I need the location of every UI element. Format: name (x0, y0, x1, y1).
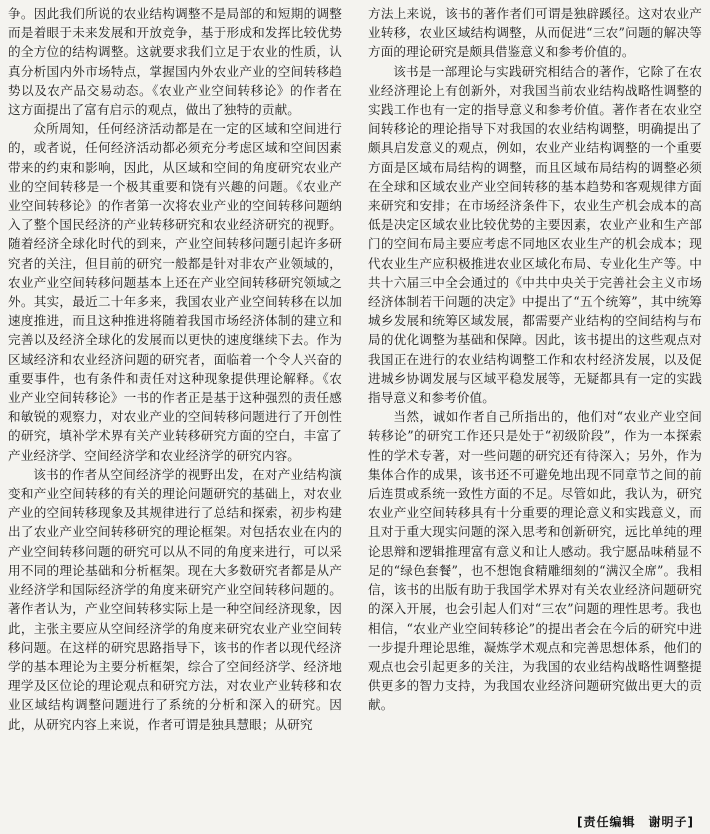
paragraph: 该书是一部理论与实践研究相结合的著作，它除了在农业经济理论上有创新外，对我国当前农业结构战略性调整的实践工作也有一定的指导意义和参考价值。著作者在农业空间转移论的理论指导下对我国的农业结构调整，明确提出了颇具启发意义的观点，例如，农业产业结构调整的一个重要方面是区域布局结构的调整，而且区域布局结构的调整必须在全球和区域农业产业空间转移的基本趋势和客观规律方面来研究和安排；在市场经济条件下，农业生产机会成本的高低是决定区域农业比较优势的主要因素，农业产业和生产部门的空间布局主要应考虑不同地区农业生产的机会成本；现代农业生产应积极推进农业区域化布局、专业化生产等。中共十六届三中全会通过的《中共中央关于完善社会主义市场经济体制若干问题的决定》中提出了“五个统筹”，其中统筹城乡发展和统筹区域发展，都需要产业结构的空间结构与布局的优化调整为基础和保障。因此，该书提出的这些观点对我国正在进行的农业结构调整工作和农村经济发展，以及促进城乡协调发展与区域平稳发展等，无疑都具有一定的实践指导意义和参考价值。 (368, 63, 702, 406)
article-columns (8, 4, 702, 799)
paragraph: 众所周知，任何经济活动都是在一定的区域和空间进行的，或者说，任何经济活动都必须充分考虑区域和空间因素带来的约束和影响，因此，从区域和空间的角度研究农业产业的空间转移是一个极其重要和饶有兴趣的问题。《农业产业空间转移论》的作者第一次将农业产业的空间转移问题纳入了整个国民经济的产业转移研究和农业经济研究的视野。随着经济全球化时代的到来，产业空间转移问题引起许多研究者的关注，但目前的研究一般都是针对非农产业领域的，农业产业空间转移问题基本上还在产业空间转移研究领域之外。其实，最近二十年多来，我国农业产业空间转移在以加速度推进，而且这种推进将随着我国市场经济体制的建立和完善以及经济全球化的发展而以更快的速度继续下去。作为区域经济和农业经济问题的研究者，面临着一个令人兴奋的重要事件，也有条件和责任对这种现象提供理论解释。《农业产业空间转移论》一书的作者正是基于这种强烈的责任感和敏锐的观察力，对农业产业的空间转移问题进行了开创性的研究，填补学术界有关产业转移研究方面的空白，丰富了产业经济学、空间经济学和农业经济学的研究内容。 (8, 121, 342, 463)
editor-credit: [责任编辑 谢明子] (577, 815, 694, 829)
paragraph: 当然，诚如作者自己所指出的，他们对“农业产业空间转移论”的研究工作还只是处于“初级阶段”，作为一本探索性的学术专著，对一些问题的研究还有待深入；另外，作为集体合作的成果，该书还不可避免地出现不同章节之间的前后连贯或系统一致性方面的不足。尽管如此，我认为，研究农业产业空间转移具有十分重要的理论意义和实践意义，而且对于重大现实问题的深入思考和创新研究，远比单纯的理论思辩和逻辑推理富有意义和让人感动。我宁愿品味稍显不足的“绿色套餐”，也不想饱食精雕细刻的“满汉全席”。我相信，该书的出版有助于我国学术界对有关农业经济问题研究的深入开展，也会引起人们对“三农”问题的理性思考。我也相信，“农业产业空间转移论”的提出者会在今后的研究中进一步提升理论思维，凝炼学术观点和完善思想体系，他们的观点也会引起更多的关注，为我国的农业结构战略性调整提供更多的智力支持，为我国农业经济问题研究做出更大的贡献。 (368, 409, 702, 713)
paragraph: 方法上来说，该书的著作者们可谓是独辟蹊径。这对农业产业转移，农业区域结构调整，从而促进“三农”问题的解决等方面的理论研究是颇具借鉴意义和参考价值的。 (368, 6, 702, 60)
paragraph: 争。因此我们所说的农业结构调整不是局部的和短期的调整而是着眼于未来发展和开放竞争，基于形成和发挥比较优势的全方位的结构调整。这就要求我们立足于农业的性质，认真分析国内外市场特点，掌握国内外农业产业的空间转移趋势以及农产品交易动态。《农业产业空间转移论》的作者在这方面提出了富有启示的观点，做出了独特的贡献。 (8, 6, 342, 118)
article-page (8, 4, 702, 830)
right-column (368, 4, 702, 799)
left-column (8, 4, 342, 799)
paragraph: 该书的作者从空间经济学的视野出发，在对产业结构演变和产业空间转移的有关的理论问题研究的基础上，对农业产业的空间转移现象及其规律进行了总结和探索，初步构建出了农业产业空间转移研究的理论框架。对包括农业在内的产业空间转移问题的研究可以从不同的角度来进行，可以采用不同的理论基础和分析框架。现在大多数研究者都是从产业经济学和国际经济学的角度来研究产业空间转移问题的。著作者认为，产业空间转移实际上是一种空间经济现象，因此，主张主要应从空间经济学的角度来研究农业产业空间转移问题。在这样的研究思路指导下，该书的作者以现代经济学的基本理论为主要分析框架，综合了空间经济学、经济地理学及区位论的理论观点和研究方法，对农业产业转移和农业区域结构调整问题进行了系统的分析和深入的研究。因此，从研究内容上来说，作者可谓是独具慧眼；从研究 (8, 466, 342, 732)
